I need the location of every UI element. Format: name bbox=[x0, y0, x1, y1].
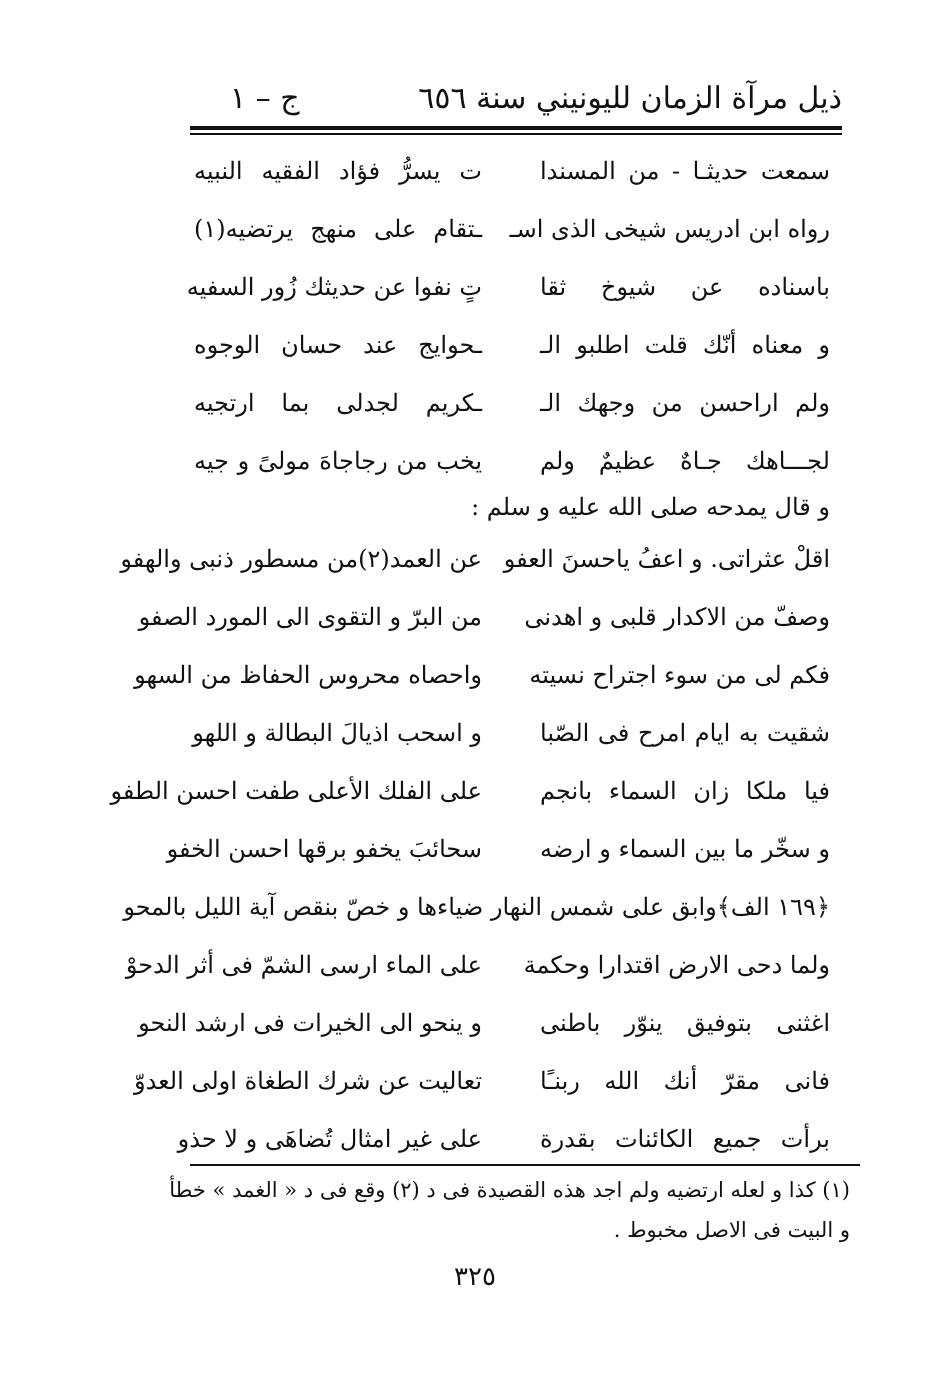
verse-block bbox=[110, 142, 842, 1168]
footnote-line: و البيت فى الاصل مخبوط . bbox=[613, 1218, 850, 1242]
hemistich-first: فانى مقرّ أنك الله ربنـًا bbox=[540, 1067, 830, 1095]
poem-verse-line bbox=[138, 588, 842, 646]
marginal-reference-line bbox=[123, 878, 842, 936]
hemistich-first: و معناه أنّك قلت اطلبو الـ bbox=[540, 331, 830, 359]
verse-line bbox=[190, 316, 842, 374]
poem-verse-line bbox=[138, 994, 842, 1052]
hemistich-second: ـتقام على منهج يرتضيه(١) bbox=[194, 215, 482, 243]
footnote-line: (١) كذا و لعله ارتضيه ولم اجد هذه القصيدة فى د (٢) وقع فى د « الغمد » خطأ bbox=[169, 1178, 850, 1202]
hemistich-first: باسناده عن شيوخ ثقا bbox=[540, 273, 830, 301]
poem-verse-line bbox=[125, 936, 842, 994]
hemistich-first: سمعت حديثـا - من المسندا bbox=[540, 157, 830, 185]
running-header bbox=[190, 74, 842, 124]
hemistich-second: يخب من رجاجاهَ مولىً و جيه bbox=[194, 447, 482, 475]
verse-line bbox=[190, 432, 842, 490]
verse-line bbox=[190, 374, 842, 432]
poem-verse-line bbox=[177, 1110, 842, 1168]
header-rule-thick bbox=[190, 126, 842, 130]
page-number: ٣٢٥ bbox=[454, 1262, 496, 1292]
hemistich-first: رواه ابن ادريس شيخى الذى اسـ bbox=[509, 215, 830, 243]
hemistich-first: ولم اراحسن من وجهك الـ bbox=[540, 389, 830, 417]
poem-verse-line bbox=[120, 530, 842, 588]
intro-text: و قال يمدحه صلى الله عليه و سلم : bbox=[471, 493, 830, 521]
hemistich-second: ـحوايج عند حسان الوجوه bbox=[194, 331, 482, 359]
hemistich-first: برأت جميع الكائنات بقدرة bbox=[540, 1125, 830, 1153]
hemistich-first: ولما دحى الارض اقتدارا وحكمة bbox=[523, 951, 830, 979]
hemistich-second: واحصاه محروس الحفاظ من السهو bbox=[134, 661, 482, 689]
verse-line bbox=[186, 258, 842, 316]
footnotes bbox=[169, 1170, 850, 1250]
poem-verse-line bbox=[190, 704, 842, 762]
hemistich-second: و اسحب اذيالَ البطالة و اللهو bbox=[192, 719, 482, 747]
verse-line bbox=[190, 200, 842, 258]
header-volume: ج – ١ bbox=[230, 81, 300, 116]
poem-verse-line bbox=[133, 1052, 842, 1110]
hemistich-first: و سخّر ما بين السماء و ارضه bbox=[540, 835, 830, 863]
hemistich-second: سحائبَ يخفو برقها احسن الخفو bbox=[166, 835, 482, 863]
hemistich-first: فيا ملكا زان السماء بانجم bbox=[540, 777, 830, 805]
hemistich-first: فكم لى من سوء اجتراح نسيته bbox=[529, 661, 830, 689]
hemistich-first: شقيت به ايام امرح فى الصّبا bbox=[540, 719, 830, 747]
hemistich-first: لجـــاهك جـاهٌ عظيمٌ ولم bbox=[540, 447, 830, 475]
verse-line bbox=[190, 142, 842, 200]
header-rule-thin bbox=[190, 133, 842, 135]
header-title: ذيل مرآة الزمان لليونيني سنة ٦٥٦ bbox=[418, 81, 842, 116]
hemistich-second: ت يسرُّ فؤاد الفقيه النبيه bbox=[194, 157, 482, 185]
hemistich-second: عن العمد(٢)من مسطور ذنبى والهفو bbox=[120, 545, 482, 573]
poem-verse-line bbox=[110, 762, 842, 820]
hemistich-second: و ينحو الى الخيرات فى ارشد النحو bbox=[138, 1009, 482, 1037]
poem-verse-line bbox=[166, 820, 842, 878]
hemistich-second: تٍ نفوا عن حديثك زُور السفيه bbox=[186, 273, 482, 301]
hemistich-first: وصفّ من الاكدار قلبى و اهدنى bbox=[524, 603, 830, 631]
marginal-line-text: ﴿١٦٩ الف﴾وابق على شمس النهار ضياءها و خصّ بنقص آية الليل بالمحو bbox=[123, 893, 830, 921]
hemistich-second: على غير امثال تُضاهَى و لا حذو bbox=[177, 1125, 482, 1153]
hemistich-first: اغثنى بتوفيق ينوّر باطنى bbox=[540, 1009, 830, 1037]
hemistich-first: اقلْ عثراتى. و اعفُ ياحسنَ العفو bbox=[503, 545, 830, 573]
footnote-rule bbox=[190, 1164, 860, 1166]
hemistich-second: ـكريم لجدلى بما ارتجيه bbox=[194, 389, 482, 417]
hemistich-second: من البرّ و التقوى الى المورد الصفو bbox=[138, 603, 482, 631]
poem-verse-line bbox=[134, 646, 842, 704]
hemistich-second: على الفلك الأعلى طفت احسن الطفو bbox=[110, 777, 482, 805]
hemistich-second: على الماء ارسى الشمّ فى أثر الدحوْ bbox=[125, 951, 482, 979]
hemistich-second: تعاليت عن شرك الطغاة اولى العدوّ bbox=[133, 1067, 482, 1095]
intro-line bbox=[190, 490, 842, 530]
